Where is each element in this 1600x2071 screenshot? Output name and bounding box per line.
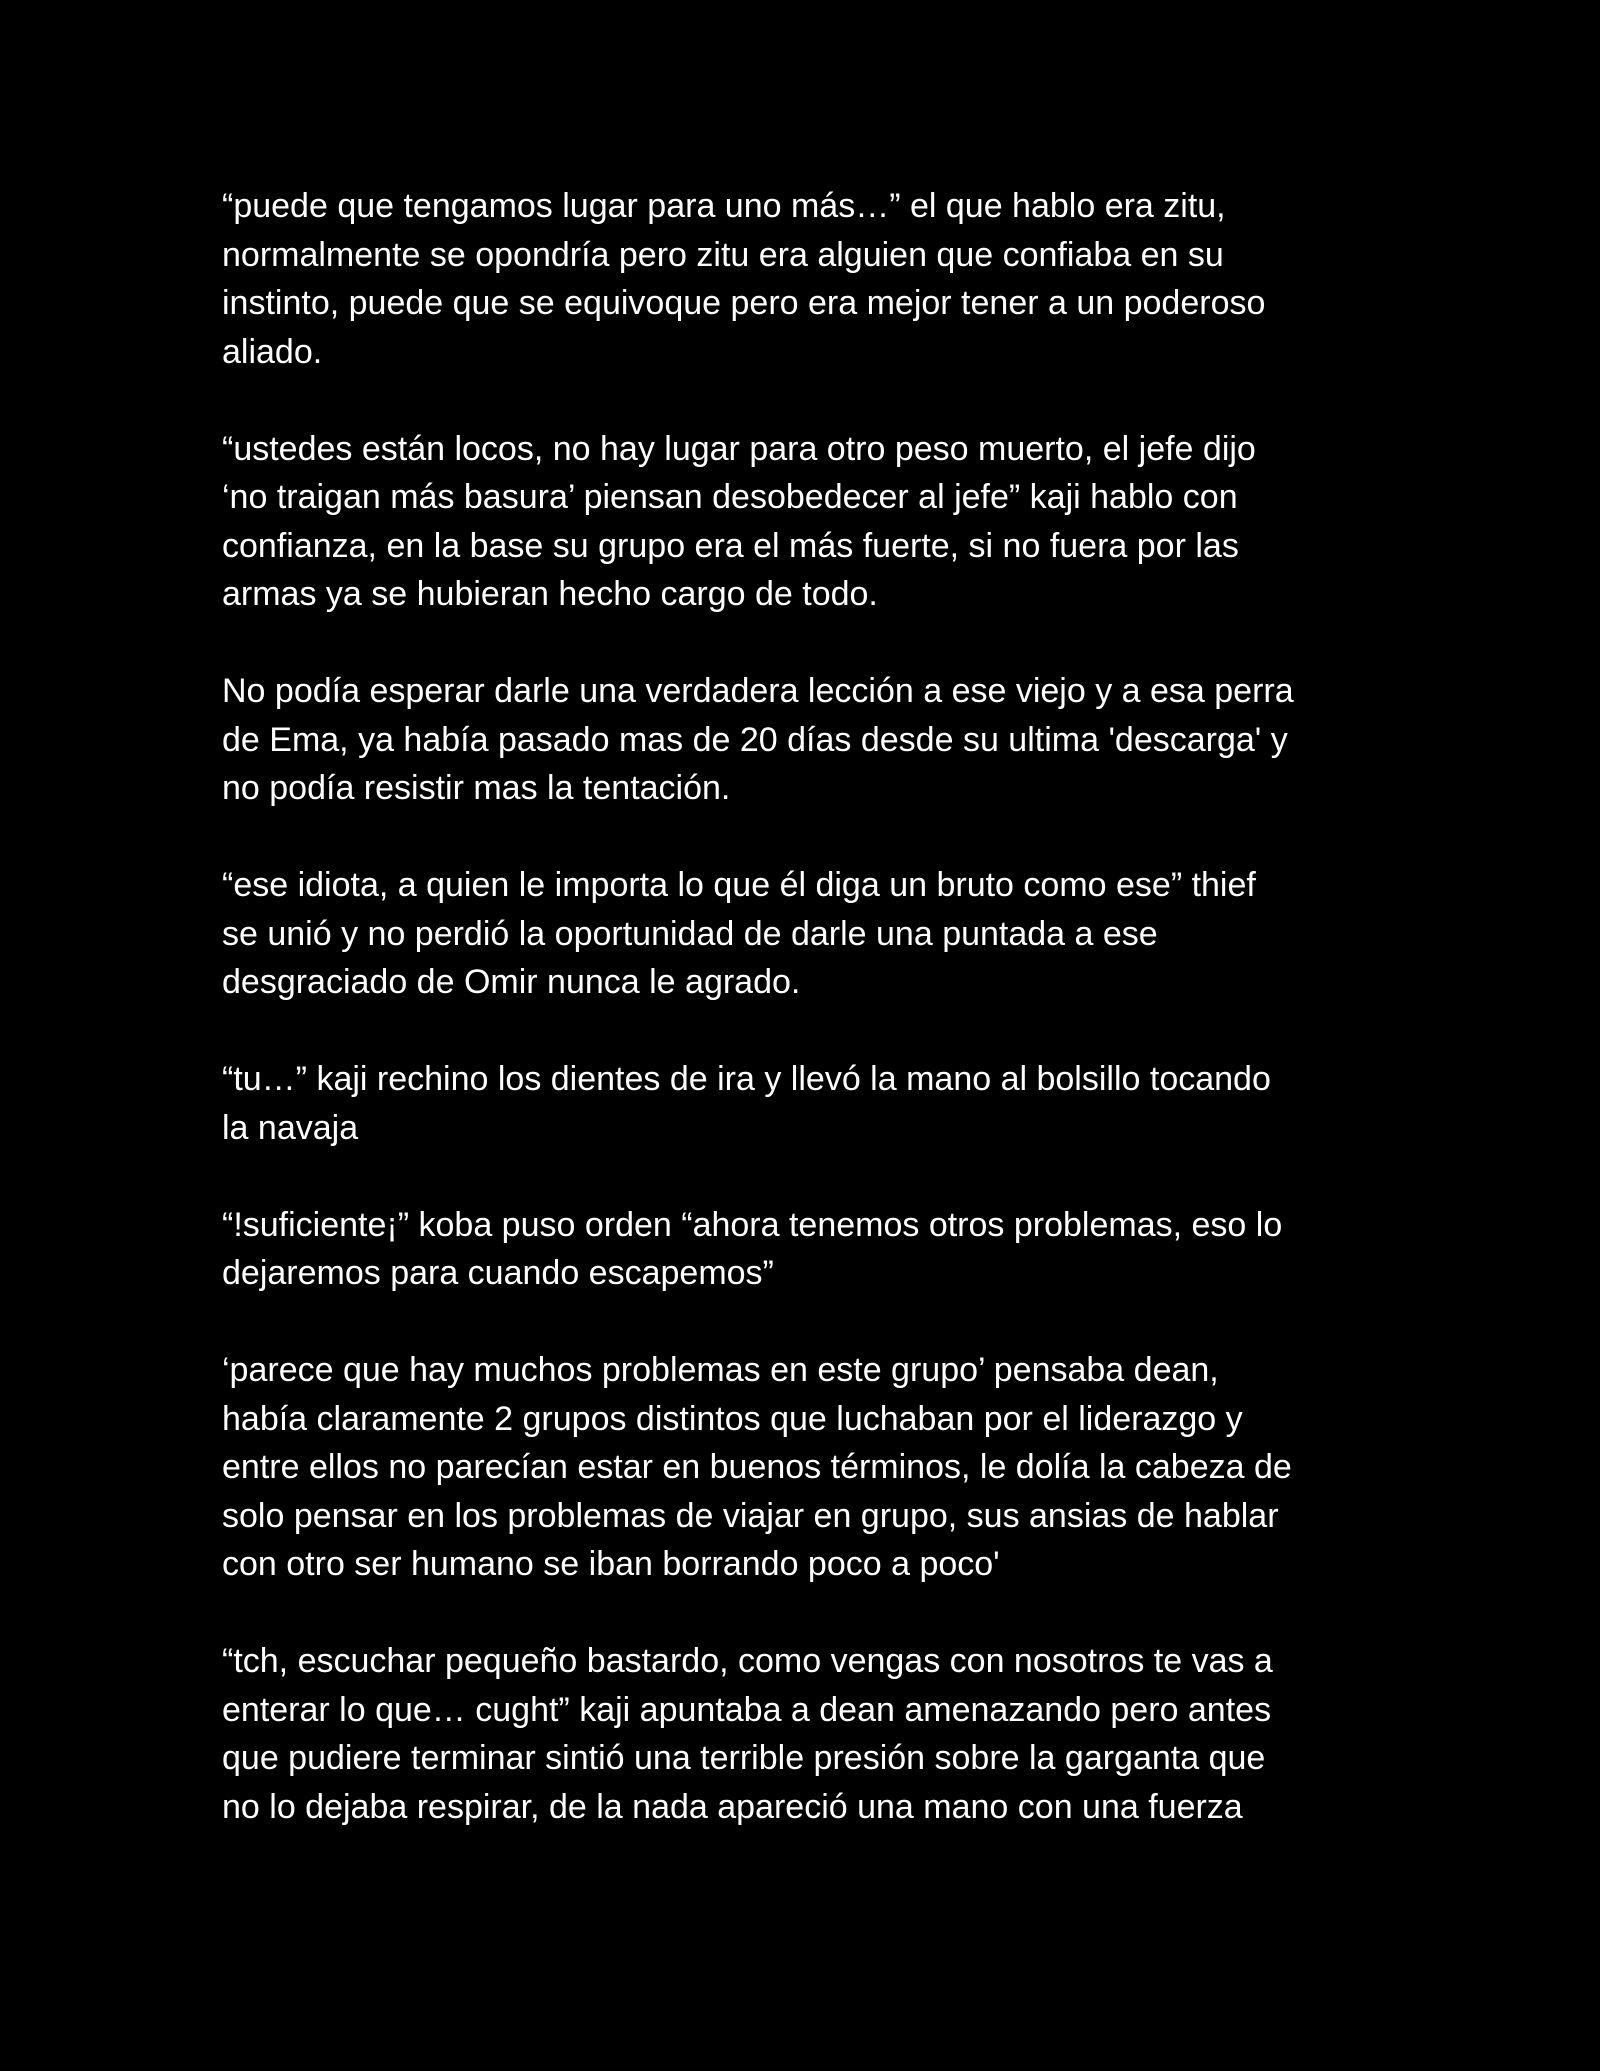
paragraph: ‘parece que hay muchos problemas en este grupo’ pensaba dean, había claramente 2 grupos distintos que luchaban por el liderazgo y entre ellos no parecían estar en buenos términos, le dolía la cabeza de solo pensar en los problemas de viajar en grupo, sus ansias de hablar con otro ser humano se iban borrando poco a poco' [222, 1351, 1292, 1583]
paragraph: “ese idiota, a quien le importa lo que él diga un bruto como ese” thief se unió y no perdió la oportunidad de darle una puntada a ese desgraciado de Omir nunca le agrado. [222, 866, 1256, 1001]
paragraph: “!suficiente¡” koba puso orden “ahora tenemos otros problemas, eso lo dejaremos para cuando escapemos” [222, 1205, 1283, 1292]
paragraph: “puede que tengamos lugar para uno más…” el que hablo era zitu, normalmente se opondría pero zitu era alguien que confiaba en su instinto, puede que se equivoque pero era mejor tener a un poderoso aliado. [222, 187, 1266, 371]
paragraph: No podía esperar darle una verdadera lección a ese viejo y a esa perra de Ema, ya había pasado mas de 20 días desde su ultima 'descarga' y no podía resistir mas la tentación. [222, 672, 1294, 807]
paragraph: “tu…” kaji rechino los dientes de ira y llevó la mano al bolsillo tocando la navaja [222, 1060, 1271, 1147]
paragraph: “tch, escuchar pequeño bastardo, como vengas con nosotros te vas a enterar lo que… cught” kaji apuntaba a dean amenazando pero antes que pudiere terminar sintió una terrible presión sobre la garganta que no lo dejaba respirar, de la nada apareció una mano con una fuerza [222, 1642, 1273, 1826]
paragraph: “ustedes están locos, no hay lugar para otro peso muerto, el jefe dijo ‘no traigan más basura’ piensan desobedecer al jefe” kaji hablo con confianza, en la base su grupo era el más fuerte, si no fuera por las armas ya se hubieran hecho cargo de todo. [222, 429, 1256, 613]
document-page [222, 182, 1392, 1880]
